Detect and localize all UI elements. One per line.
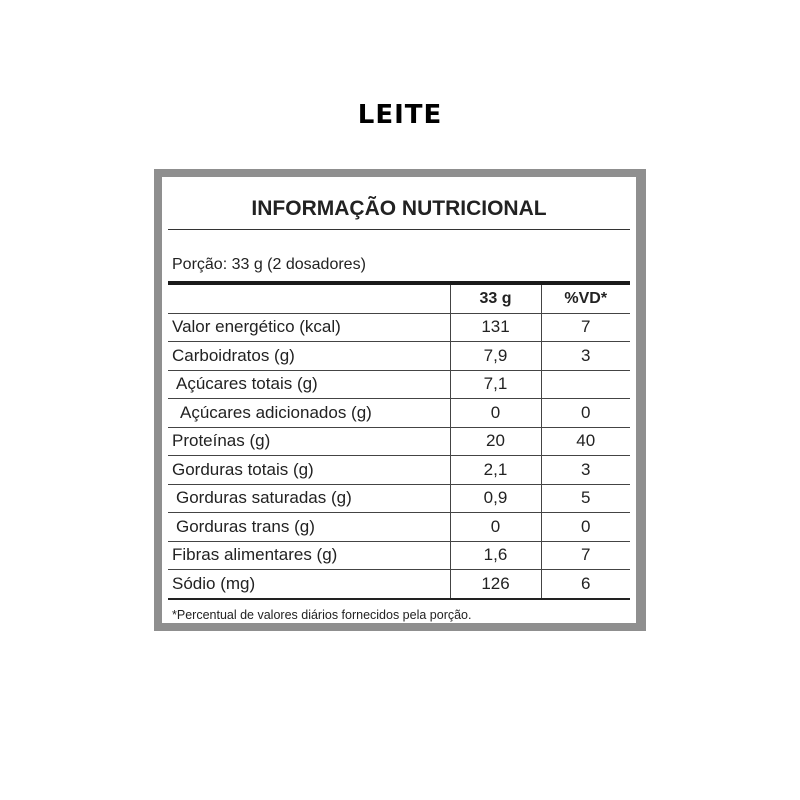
nutrient-name: Gorduras trans (g) <box>168 513 450 542</box>
header-daily-value: %VD* <box>541 285 630 313</box>
table-row <box>168 342 630 371</box>
nutrient-dv: 7 <box>541 313 630 342</box>
nutrient-dv: 0 <box>541 513 630 542</box>
nutrient-name: Açúcares adicionados (g) <box>168 399 450 428</box>
table-row <box>168 370 630 399</box>
nutrient-dv: 40 <box>541 427 630 456</box>
nutrient-name: Carboidratos (g) <box>168 342 450 371</box>
table-row <box>168 484 630 513</box>
nutrient-dv: 6 <box>541 570 630 599</box>
table-row <box>168 513 630 542</box>
nutrient-amount: 0 <box>450 513 541 542</box>
table-header-row <box>168 285 630 313</box>
nutrient-name: Sódio (mg) <box>168 570 450 599</box>
table-row <box>168 427 630 456</box>
nutrient-amount: 126 <box>450 570 541 599</box>
table-row <box>168 313 630 342</box>
nutrient-dv: 5 <box>541 484 630 513</box>
label-heading: INFORMAÇÃO NUTRICIONAL <box>168 177 630 230</box>
nutrition-label-frame <box>154 169 646 631</box>
nutrient-name: Gorduras saturadas (g) <box>168 484 450 513</box>
header-amount: 33 g <box>450 285 541 313</box>
table-row <box>168 570 630 599</box>
nutrient-name: Gorduras totais (g) <box>168 456 450 485</box>
nutrient-dv: 7 <box>541 541 630 570</box>
product-title: LEITE <box>357 100 443 130</box>
nutrient-dv: 3 <box>541 456 630 485</box>
nutrient-dv: 3 <box>541 342 630 371</box>
nutrient-amount: 20 <box>450 427 541 456</box>
nutrient-amount: 7,1 <box>450 370 541 399</box>
nutrient-name: Valor energético (kcal) <box>168 313 450 342</box>
nutrient-amount: 0 <box>450 399 541 428</box>
nutrient-amount: 131 <box>450 313 541 342</box>
portion-size: Porção: 33 g (2 dosadores) <box>168 230 630 285</box>
nutrition-table <box>168 285 630 600</box>
nutrient-dv: 0 <box>541 399 630 428</box>
nutrition-label <box>162 177 636 623</box>
table-row <box>168 541 630 570</box>
nutrient-name: Proteínas (g) <box>168 427 450 456</box>
nutrient-name: Açúcares totais (g) <box>168 370 450 399</box>
nutrient-amount: 2,1 <box>450 456 541 485</box>
table-row <box>168 456 630 485</box>
footnote: *Percentual de valores diários fornecidos pela porção. <box>172 607 472 622</box>
nutrient-amount: 1,6 <box>450 541 541 570</box>
nutrient-dv <box>541 370 630 399</box>
nutrient-name: Fibras alimentares (g) <box>168 541 450 570</box>
nutrient-amount: 0,9 <box>450 484 541 513</box>
nutrient-amount: 7,9 <box>450 342 541 371</box>
header-nutrient <box>168 285 450 313</box>
table-row <box>168 399 630 428</box>
